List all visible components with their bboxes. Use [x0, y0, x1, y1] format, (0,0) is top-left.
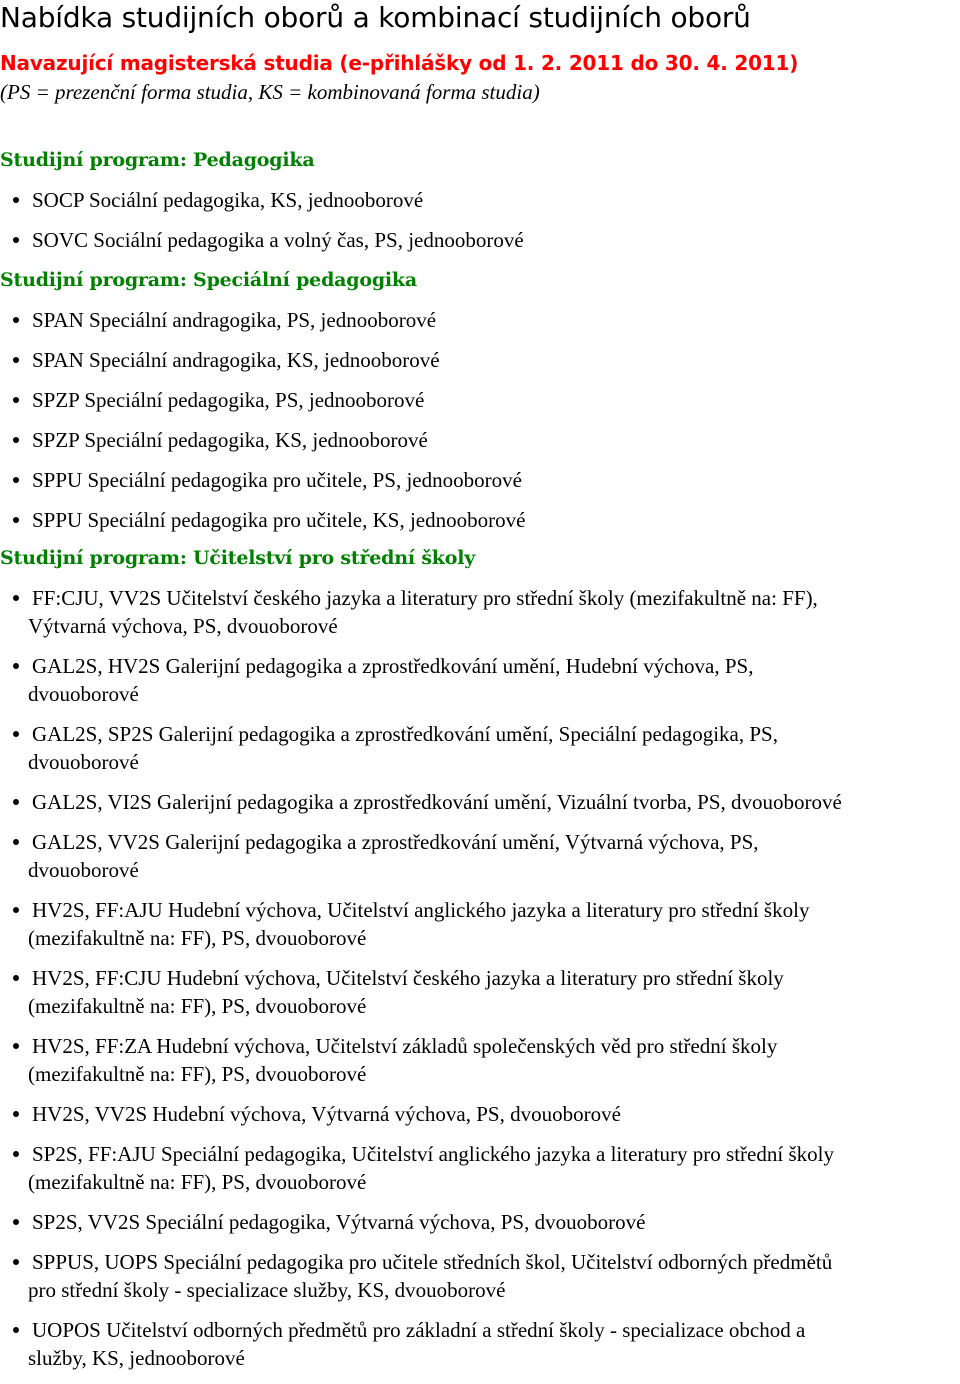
list-item: GAL2S, VI2S Galerijní pedagogika a zprostředkování umění, Vizuální tvorba, PS, dvouoborové — [0, 788, 960, 816]
bullet-icon — [13, 799, 19, 805]
bullet-icon — [13, 1259, 19, 1265]
program-list-pedagogika — [0, 186, 960, 266]
bullet-icon — [13, 839, 19, 845]
list-item: SPPU Speciální pedagogika pro učitele, KS, jednooborové — [0, 506, 960, 534]
bullet-icon — [13, 477, 19, 483]
list-item: SP2S, VV2S Speciální pedagogika, Výtvarná výchova, PS, dvouoborové — [0, 1208, 960, 1236]
list-item: HV2S, FF:ZA Hudební výchova, Učitelství základů společenských věd pro střední školy (mezifakultně na: FF), PS, dvouoborové — [0, 1032, 960, 1088]
page-subtitle: Navazující magisterská studia (e-přihlášky od 1. 2. 2011 do 30. 4. 2011) — [0, 51, 799, 75]
list-item: GAL2S, SP2S Galerijní pedagogika a zprostředkování umění, Speciální pedagogika, PS, dvouoborové — [0, 720, 960, 776]
bullet-icon — [13, 1151, 19, 1157]
program-list-specialni-pedagogika — [0, 306, 960, 546]
bullet-icon — [13, 663, 19, 669]
program-heading-ucitelstvi-ss: Studijní program: Učitelství pro střední školy — [0, 547, 476, 569]
bullet-icon — [13, 1111, 19, 1117]
bullet-icon — [13, 237, 19, 243]
bullet-icon — [13, 517, 19, 523]
list-item: SOVC Sociální pedagogika a volný čas, PS, jednooborové — [0, 226, 960, 254]
bullet-icon — [13, 1043, 19, 1049]
abbreviation-note: (PS = prezenční forma studia, KS = kombinovaná forma studia) — [0, 80, 540, 104]
bullet-icon — [13, 595, 19, 601]
list-item: SPZP Speciální pedagogika, KS, jednooborové — [0, 426, 960, 454]
bullet-icon — [13, 1219, 19, 1225]
list-item: HV2S, VV2S Hudební výchova, Výtvarná výchova, PS, dvouoborové — [0, 1100, 960, 1128]
list-item: HV2S, FF:CJU Hudební výchova, Učitelství českého jazyka a literatury pro střední školy (mezifakultně na: FF), PS, dvouoborové — [0, 964, 960, 1020]
bullet-icon — [13, 907, 19, 913]
list-item: SP2S, FF:AJU Speciální pedagogika, Učitelství anglického jazyka a literatury pro střední školy (mezifakultně na: FF), PS, dvouoborové — [0, 1140, 960, 1196]
list-item: FF:CJU, VV2S Učitelství českého jazyka a literatury pro střední školy (mezifakultně na: FF), Výtvarná výchova, PS, dvouoborové — [0, 584, 960, 640]
bullet-icon — [13, 975, 19, 981]
list-item: HV2S, FF:AJU Hudební výchova, Učitelství anglického jazyka a literatury pro střední školy (mezifakultně na: FF), PS, dvouoborové — [0, 896, 960, 952]
program-list-ucitelstvi-ss — [0, 584, 960, 1384]
list-item: SPPU Speciální pedagogika pro učitele, PS, jednooborové — [0, 466, 960, 494]
bullet-icon — [13, 357, 19, 363]
bullet-icon — [13, 317, 19, 323]
page-title: Nabídka studijních oborů a kombinací studijních oborů — [0, 1, 751, 34]
list-item: SOCP Sociální pedagogika, KS, jednooborové — [0, 186, 960, 214]
list-item: SPPUS, UOPS Speciální pedagogika pro učitele středních škol, Učitelství odborných předmětů pro střední školy - specializace služby, KS, dvouoborové — [0, 1248, 960, 1304]
bullet-icon — [13, 397, 19, 403]
list-item: GAL2S, HV2S Galerijní pedagogika a zprostředkování umění, Hudební výchova, PS, dvouoborové — [0, 652, 960, 708]
program-heading-specialni-pedagogika: Studijní program: Speciální pedagogika — [0, 269, 418, 291]
bullet-icon — [13, 197, 19, 203]
list-item: SPAN Speciální andragogika, KS, jednooborové — [0, 346, 960, 374]
list-item: SPZP Speciální pedagogika, PS, jednooborové — [0, 386, 960, 414]
bullet-icon — [13, 1327, 19, 1333]
list-item: GAL2S, VV2S Galerijní pedagogika a zprostředkování umění, Výtvarná výchova, PS, dvouoborové — [0, 828, 960, 884]
list-item: UOPOS Učitelství odborných předmětů pro základní a střední školy - specializace obchod a služby, KS, jednooborové — [0, 1316, 960, 1372]
bullet-icon — [13, 437, 19, 443]
bullet-icon — [13, 731, 19, 737]
program-heading-pedagogika: Studijní program: Pedagogika — [0, 149, 315, 171]
list-item: SPAN Speciální andragogika, PS, jednooborové — [0, 306, 960, 334]
